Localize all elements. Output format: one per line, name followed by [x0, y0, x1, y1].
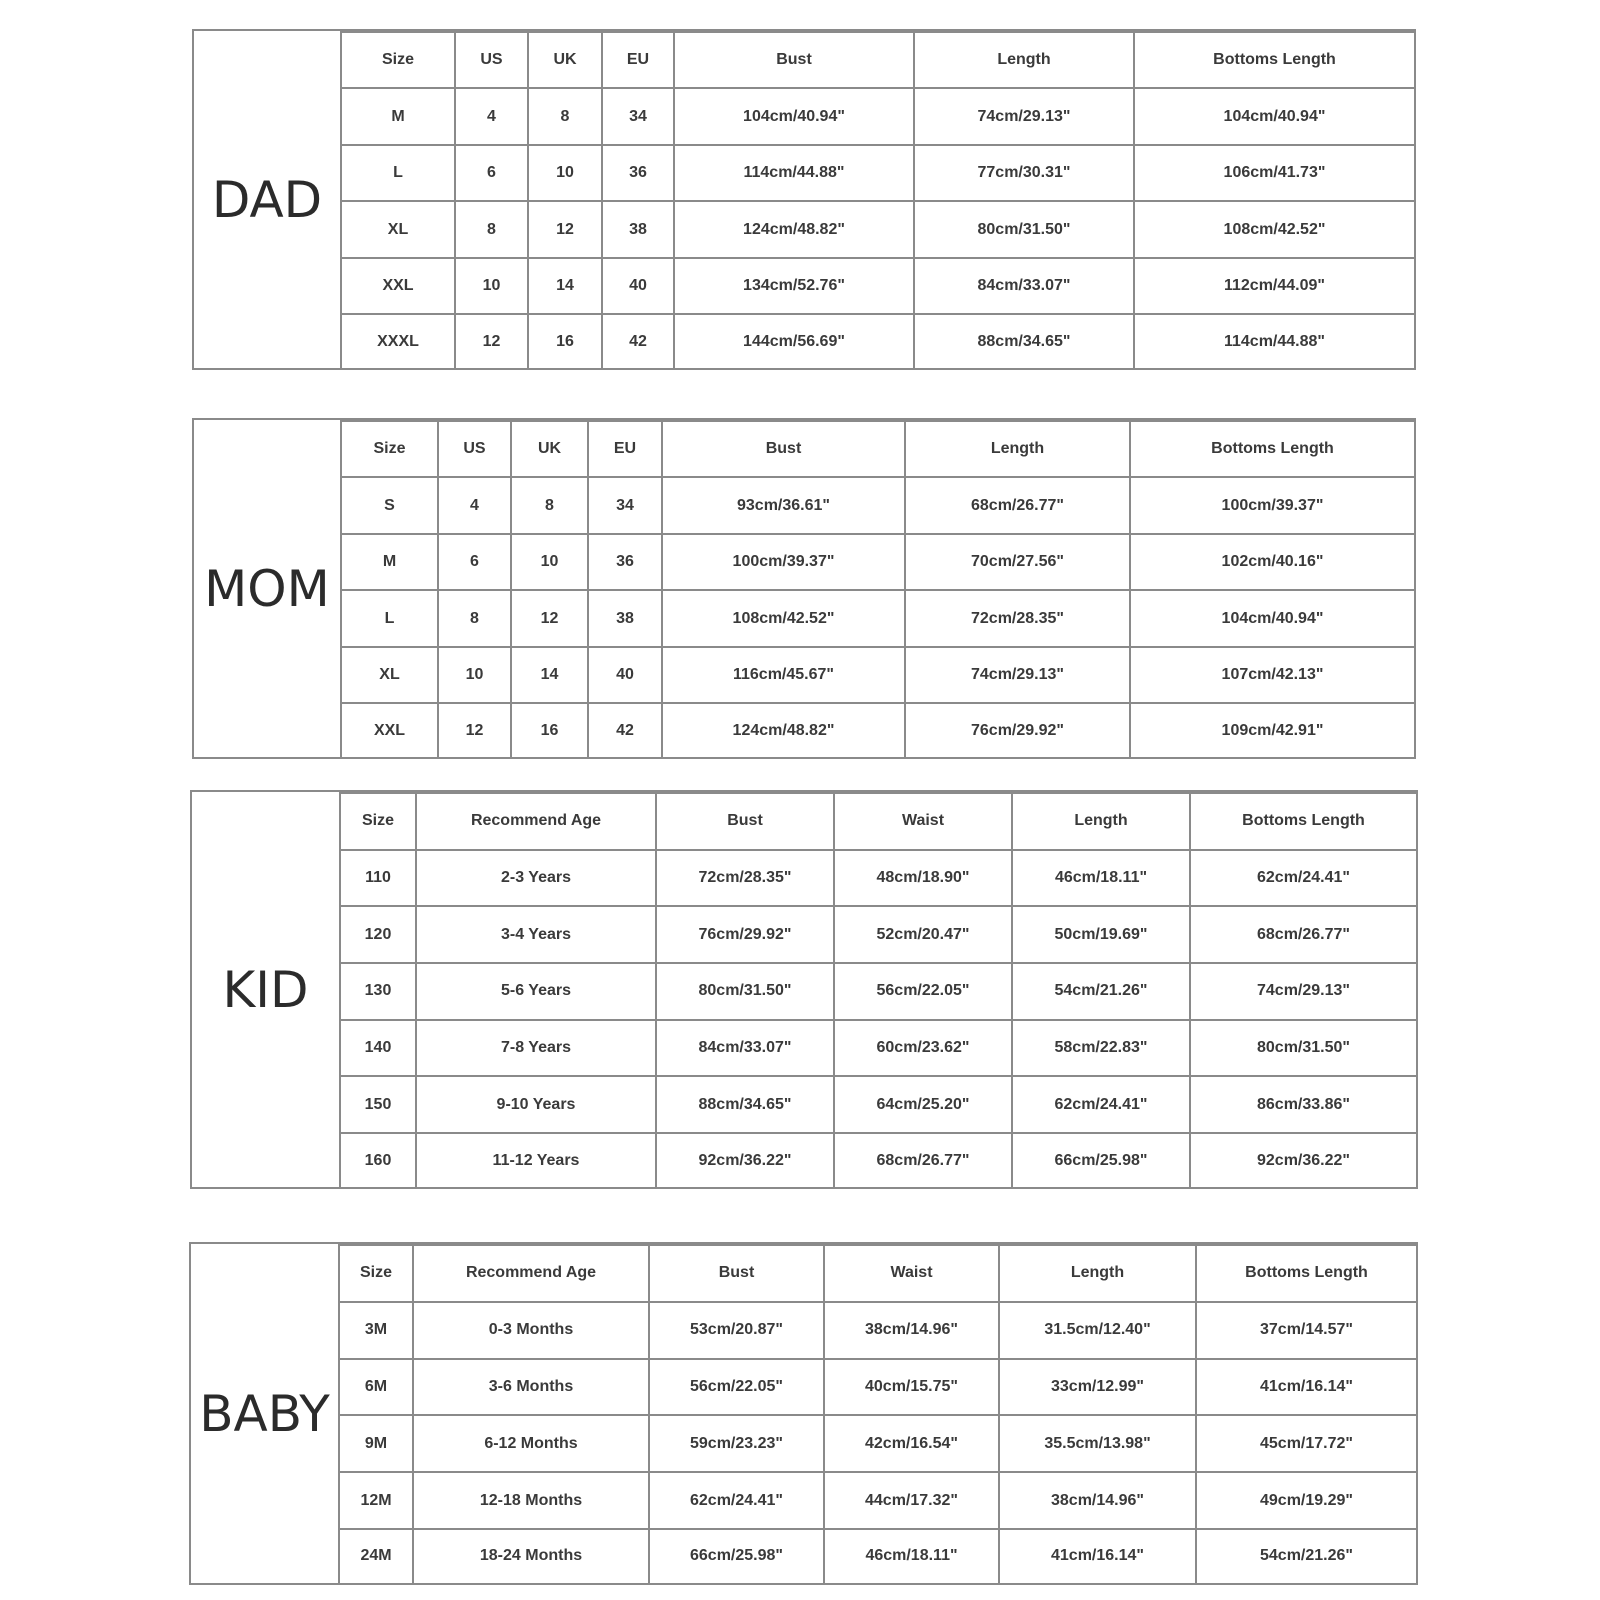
- dad-table: [342, 31, 1414, 368]
- table-cell: 92cm/36.22": [1190, 1133, 1416, 1187]
- table-cell: 58cm/22.83": [1012, 1020, 1190, 1077]
- table-cell: 102cm/40.16": [1130, 534, 1414, 590]
- baby-table: [340, 1244, 1416, 1583]
- table-cell: M: [342, 534, 438, 590]
- table-cell: 112cm/44.09": [1134, 258, 1414, 314]
- table-cell: 34: [588, 477, 662, 533]
- dad-label: DAD: [194, 31, 342, 368]
- table-cell: 6M: [340, 1359, 413, 1416]
- table-cell: 8: [528, 88, 602, 144]
- table-cell: 120: [341, 906, 416, 963]
- table-cell: 12: [455, 314, 528, 368]
- table-cell: 80cm/31.50": [1190, 1020, 1416, 1077]
- table-cell: 46cm/18.11": [824, 1529, 999, 1583]
- kid-column-header: Bottoms Length: [1190, 793, 1416, 850]
- table-cell: 49cm/19.29": [1196, 1472, 1416, 1529]
- mom-column-header: Bottoms Length: [1130, 421, 1414, 477]
- table-cell: 108cm/42.52": [662, 590, 905, 646]
- table-cell: L: [342, 590, 438, 646]
- table-row: [340, 1415, 1416, 1472]
- table-cell: 12M: [340, 1472, 413, 1529]
- table-cell: 8: [438, 590, 511, 646]
- mom-header-row: [342, 421, 1414, 477]
- dad-column-header: UK: [528, 32, 602, 88]
- table-cell: 114cm/44.88": [1134, 314, 1414, 368]
- table-row: [341, 963, 1416, 1020]
- table-cell: 38: [588, 590, 662, 646]
- table-cell: XL: [342, 201, 455, 257]
- table-cell: 5-6 Years: [416, 963, 656, 1020]
- table-cell: 77cm/30.31": [914, 145, 1134, 201]
- table-cell: 72cm/28.35": [656, 850, 834, 907]
- table-row: [342, 145, 1414, 201]
- table-row: [341, 1133, 1416, 1187]
- table-cell: 144cm/56.69": [674, 314, 914, 368]
- kid-column-header: Bust: [656, 793, 834, 850]
- table-cell: 110: [341, 850, 416, 907]
- table-cell: 106cm/41.73": [1134, 145, 1414, 201]
- table-cell: 40: [588, 647, 662, 703]
- kid-table: [341, 792, 1416, 1187]
- table-cell: 31.5cm/12.40": [999, 1302, 1196, 1359]
- table-cell: 9-10 Years: [416, 1076, 656, 1133]
- table-cell: 59cm/23.23": [649, 1415, 824, 1472]
- table-cell: 7-8 Years: [416, 1020, 656, 1077]
- mom-label: MOM: [194, 420, 342, 757]
- baby-header-row: [340, 1245, 1416, 1302]
- dad-column-header: US: [455, 32, 528, 88]
- table-cell: 41cm/16.14": [999, 1529, 1196, 1583]
- kid-size-chart: [190, 790, 1418, 1189]
- table-cell: 76cm/29.92": [656, 906, 834, 963]
- baby-label: BABY: [191, 1244, 340, 1583]
- table-cell: 130: [341, 963, 416, 1020]
- table-cell: 48cm/18.90": [834, 850, 1012, 907]
- kid-label: KID: [192, 792, 341, 1187]
- table-cell: 74cm/29.13": [914, 88, 1134, 144]
- table-cell: 160: [341, 1133, 416, 1187]
- dad-column-header: Size: [342, 32, 455, 88]
- table-cell: 36: [588, 534, 662, 590]
- table-cell: 104cm/40.94": [1134, 88, 1414, 144]
- table-cell: 38: [602, 201, 674, 257]
- table-cell: 42: [602, 314, 674, 368]
- table-cell: 40cm/15.75": [824, 1359, 999, 1416]
- table-cell: 9M: [340, 1415, 413, 1472]
- table-cell: XXL: [342, 703, 438, 757]
- table-cell: 74cm/29.13": [905, 647, 1130, 703]
- kid-column-header: Length: [1012, 793, 1190, 850]
- table-cell: 45cm/17.72": [1196, 1415, 1416, 1472]
- table-cell: 54cm/21.26": [1196, 1529, 1416, 1583]
- table-cell: 92cm/36.22": [656, 1133, 834, 1187]
- table-cell: 114cm/44.88": [674, 145, 914, 201]
- table-cell: XXXL: [342, 314, 455, 368]
- table-cell: XXL: [342, 258, 455, 314]
- table-cell: 56cm/22.05": [649, 1359, 824, 1416]
- kid-column-header: Size: [341, 793, 416, 850]
- table-cell: 0-3 Months: [413, 1302, 649, 1359]
- baby-column-header: Size: [340, 1245, 413, 1302]
- table-cell: 84cm/33.07": [914, 258, 1134, 314]
- table-cell: 6: [455, 145, 528, 201]
- table-row: [342, 534, 1414, 590]
- table-cell: 62cm/24.41": [649, 1472, 824, 1529]
- table-cell: 12: [528, 201, 602, 257]
- table-cell: 88cm/34.65": [656, 1076, 834, 1133]
- table-cell: 70cm/27.56": [905, 534, 1130, 590]
- table-cell: 116cm/45.67": [662, 647, 905, 703]
- table-cell: 66cm/25.98": [649, 1529, 824, 1583]
- table-cell: 68cm/26.77": [1190, 906, 1416, 963]
- table-row: [342, 314, 1414, 368]
- baby-column-header: Waist: [824, 1245, 999, 1302]
- table-cell: 14: [528, 258, 602, 314]
- table-cell: 76cm/29.92": [905, 703, 1130, 757]
- table-cell: L: [342, 145, 455, 201]
- kid-column-header: Recommend Age: [416, 793, 656, 850]
- table-cell: 124cm/48.82": [674, 201, 914, 257]
- table-cell: 68cm/26.77": [905, 477, 1130, 533]
- table-row: [340, 1302, 1416, 1359]
- table-cell: 86cm/33.86": [1190, 1076, 1416, 1133]
- dad-header-row: [342, 32, 1414, 88]
- table-row: [342, 703, 1414, 757]
- table-cell: 4: [438, 477, 511, 533]
- table-cell: 33cm/12.99": [999, 1359, 1196, 1416]
- table-cell: 6: [438, 534, 511, 590]
- table-cell: 34: [602, 88, 674, 144]
- baby-column-header: Bottoms Length: [1196, 1245, 1416, 1302]
- baby-column-header: Length: [999, 1245, 1196, 1302]
- table-cell: 52cm/20.47": [834, 906, 1012, 963]
- table-cell: 62cm/24.41": [1012, 1076, 1190, 1133]
- mom-column-header: Bust: [662, 421, 905, 477]
- mom-column-header: EU: [588, 421, 662, 477]
- table-cell: 14: [511, 647, 588, 703]
- mom-column-header: Size: [342, 421, 438, 477]
- mom-table: [342, 420, 1414, 757]
- table-row: [342, 201, 1414, 257]
- table-cell: 18-24 Months: [413, 1529, 649, 1583]
- table-cell: 100cm/39.37": [662, 534, 905, 590]
- table-cell: 44cm/17.32": [824, 1472, 999, 1529]
- table-cell: 16: [528, 314, 602, 368]
- table-cell: 10: [438, 647, 511, 703]
- table-cell: 37cm/14.57": [1196, 1302, 1416, 1359]
- table-row: [341, 1076, 1416, 1133]
- table-cell: 64cm/25.20": [834, 1076, 1012, 1133]
- kid-column-header: Waist: [834, 793, 1012, 850]
- table-cell: 107cm/42.13": [1130, 647, 1414, 703]
- mom-column-header: Length: [905, 421, 1130, 477]
- mom-size-chart: [192, 418, 1416, 759]
- table-cell: 16: [511, 703, 588, 757]
- table-cell: 4: [455, 88, 528, 144]
- table-cell: 2-3 Years: [416, 850, 656, 907]
- baby-size-chart: [189, 1242, 1418, 1585]
- table-row: [341, 906, 1416, 963]
- table-cell: 41cm/16.14": [1196, 1359, 1416, 1416]
- table-cell: 38cm/14.96": [999, 1472, 1196, 1529]
- table-cell: 62cm/24.41": [1190, 850, 1416, 907]
- table-cell: 104cm/40.94": [674, 88, 914, 144]
- table-cell: 24M: [340, 1529, 413, 1583]
- table-cell: 150: [341, 1076, 416, 1133]
- table-row: [342, 590, 1414, 646]
- table-cell: 42cm/16.54": [824, 1415, 999, 1472]
- table-cell: 46cm/18.11": [1012, 850, 1190, 907]
- table-cell: 88cm/34.65": [914, 314, 1134, 368]
- table-cell: 40: [602, 258, 674, 314]
- table-cell: 68cm/26.77": [834, 1133, 1012, 1187]
- dad-column-header: EU: [602, 32, 674, 88]
- table-cell: 140: [341, 1020, 416, 1077]
- dad-column-header: Bust: [674, 32, 914, 88]
- table-cell: 12-18 Months: [413, 1472, 649, 1529]
- dad-size-chart: [192, 29, 1416, 370]
- table-cell: 10: [528, 145, 602, 201]
- table-cell: 74cm/29.13": [1190, 963, 1416, 1020]
- kid-header-row: [341, 793, 1416, 850]
- table-cell: 11-12 Years: [416, 1133, 656, 1187]
- table-cell: 36: [602, 145, 674, 201]
- table-cell: 12: [438, 703, 511, 757]
- table-row: [340, 1359, 1416, 1416]
- table-cell: 6-12 Months: [413, 1415, 649, 1472]
- table-cell: 50cm/19.69": [1012, 906, 1190, 963]
- table-cell: 3-4 Years: [416, 906, 656, 963]
- table-row: [341, 850, 1416, 907]
- table-cell: 66cm/25.98": [1012, 1133, 1190, 1187]
- table-cell: 80cm/31.50": [656, 963, 834, 1020]
- dad-column-header: Length: [914, 32, 1134, 88]
- table-row: [342, 477, 1414, 533]
- table-cell: 42: [588, 703, 662, 757]
- table-cell: 104cm/40.94": [1130, 590, 1414, 646]
- table-cell: 38cm/14.96": [824, 1302, 999, 1359]
- table-cell: 54cm/21.26": [1012, 963, 1190, 1020]
- table-row: [340, 1529, 1416, 1583]
- table-cell: 84cm/33.07": [656, 1020, 834, 1077]
- table-cell: 80cm/31.50": [914, 201, 1134, 257]
- table-cell: 124cm/48.82": [662, 703, 905, 757]
- dad-column-header: Bottoms Length: [1134, 32, 1414, 88]
- mom-column-header: US: [438, 421, 511, 477]
- table-cell: 100cm/39.37": [1130, 477, 1414, 533]
- table-row: [342, 647, 1414, 703]
- table-cell: 10: [511, 534, 588, 590]
- table-cell: XL: [342, 647, 438, 703]
- table-row: [340, 1472, 1416, 1529]
- mom-column-header: UK: [511, 421, 588, 477]
- table-cell: 93cm/36.61": [662, 477, 905, 533]
- table-cell: S: [342, 477, 438, 533]
- table-cell: M: [342, 88, 455, 144]
- table-cell: 72cm/28.35": [905, 590, 1130, 646]
- table-cell: 10: [455, 258, 528, 314]
- table-row: [342, 88, 1414, 144]
- table-cell: 35.5cm/13.98": [999, 1415, 1196, 1472]
- table-cell: 12: [511, 590, 588, 646]
- table-cell: 109cm/42.91": [1130, 703, 1414, 757]
- table-cell: 108cm/42.52": [1134, 201, 1414, 257]
- baby-column-header: Bust: [649, 1245, 824, 1302]
- table-cell: 3-6 Months: [413, 1359, 649, 1416]
- table-row: [342, 258, 1414, 314]
- baby-column-header: Recommend Age: [413, 1245, 649, 1302]
- table-cell: 53cm/20.87": [649, 1302, 824, 1359]
- table-row: [341, 1020, 1416, 1077]
- table-cell: 8: [511, 477, 588, 533]
- table-cell: 134cm/52.76": [674, 258, 914, 314]
- table-cell: 60cm/23.62": [834, 1020, 1012, 1077]
- table-cell: 8: [455, 201, 528, 257]
- table-cell: 3M: [340, 1302, 413, 1359]
- table-cell: 56cm/22.05": [834, 963, 1012, 1020]
